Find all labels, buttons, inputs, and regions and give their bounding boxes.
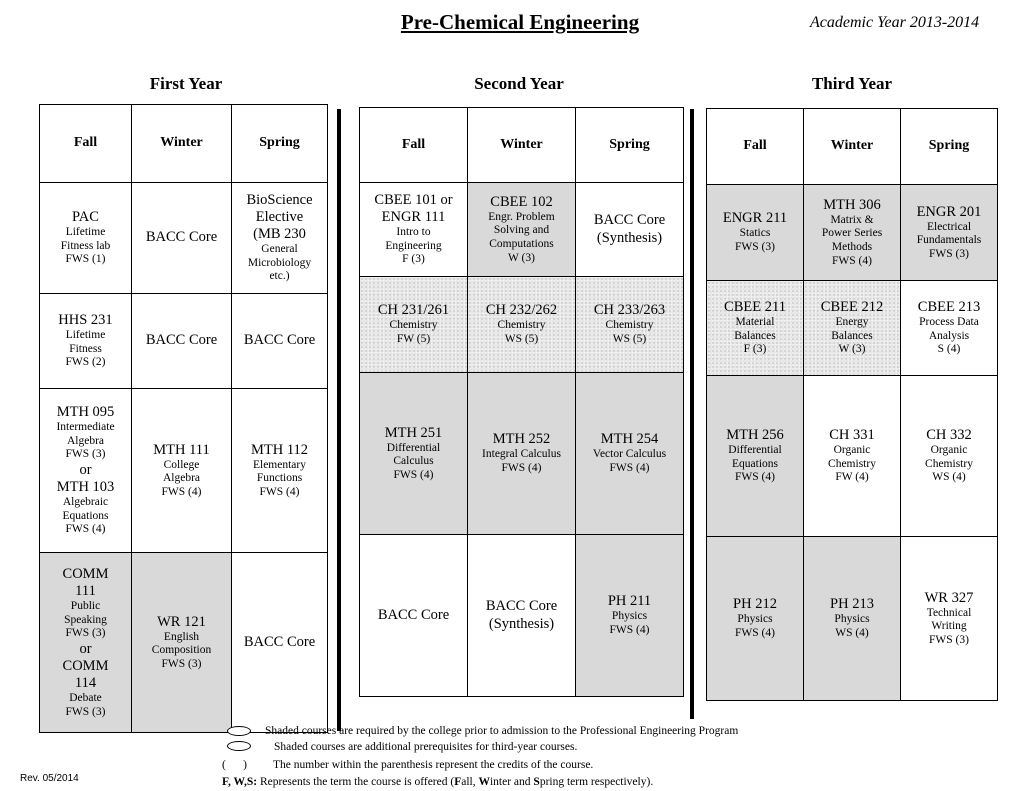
course-cell: [576, 277, 683, 373]
course-line: Algebra: [162, 472, 201, 485]
legend-fws: [222, 776, 653, 788]
course-cell: [40, 389, 132, 553]
course-line: Equations: [732, 457, 778, 470]
course-cell: [707, 281, 804, 376]
course-cell: [40, 183, 132, 294]
course-line: FWS (1): [65, 253, 106, 266]
course-line: Fitness lab: [60, 239, 111, 252]
course-line: CBEE 102: [490, 193, 553, 210]
course-line: BACC Core: [145, 229, 218, 246]
course-line: S (4): [937, 343, 961, 356]
course-cell: [360, 277, 468, 373]
course-line: Electrical: [926, 220, 972, 233]
course-line: COMM: [62, 657, 109, 674]
course-line: Analysis: [928, 329, 970, 342]
course-line: WR 121: [157, 613, 206, 630]
course-cell: [232, 389, 327, 553]
course-line: MTH 306: [823, 196, 881, 213]
course-line: FWS (4): [65, 523, 106, 536]
course-line: ENGR 201: [916, 203, 982, 220]
course-cell: [132, 183, 232, 294]
course-line: Writing: [931, 620, 967, 633]
course-line: W (3): [838, 343, 866, 356]
course-line: FWS (3): [65, 448, 106, 461]
course-line: FWS (4): [259, 485, 300, 498]
legend-fws-f: F: [454, 776, 462, 788]
course-line: BioScience: [246, 191, 313, 208]
course-line: English: [163, 630, 200, 643]
course-line: Engr. Problem: [488, 210, 555, 223]
course-line: Differential: [386, 441, 441, 454]
course-cell: [468, 535, 576, 696]
legend-oval-required-icon: [227, 726, 251, 736]
course-line: FWS (3): [65, 627, 106, 640]
course-cell: [360, 373, 468, 535]
course-line: Chemistry: [389, 319, 438, 332]
course-line: ENGR 111: [381, 209, 446, 226]
course-line: PAC: [72, 209, 99, 226]
course-line: FWS (3): [929, 633, 969, 646]
course-cell: [576, 373, 683, 535]
course-line: FW (4): [835, 471, 869, 484]
course-line: or: [79, 640, 92, 657]
course-line: MTH 256: [726, 427, 784, 444]
course-cell: [468, 277, 576, 373]
course-line: FWS (4): [393, 468, 434, 481]
course-line: Algebraic: [62, 496, 109, 509]
course-line: Methods: [831, 241, 873, 254]
legend-fws-w: W: [478, 776, 490, 788]
course-line: CBEE 213: [917, 299, 981, 316]
course-line: F (3): [402, 253, 425, 266]
course-line: Calculus: [393, 455, 434, 468]
course-line: Physics: [611, 610, 648, 623]
course-cell: [901, 376, 997, 537]
course-cell: [901, 185, 997, 281]
course-cell: [40, 294, 132, 389]
course-line: FWS (4): [832, 254, 872, 267]
term-header-fall: Fall: [40, 105, 132, 183]
course-line: Chemistry: [497, 319, 546, 332]
course-line: MTH 112: [250, 441, 309, 458]
course-cell: [804, 537, 901, 700]
legend-paren-text: The number within the parenthesis represent the credits of the course.: [273, 759, 594, 771]
course-line: CH 331: [829, 427, 875, 444]
course-line: Lifetime: [65, 329, 106, 342]
course-cell: [232, 553, 327, 732]
course-line: CBEE 211: [724, 299, 786, 316]
course-cell: [232, 183, 327, 294]
course-line: or: [79, 461, 92, 478]
course-line: CBEE 212: [820, 299, 884, 316]
term-header-spring: Spring: [901, 109, 997, 185]
course-cell: [707, 537, 804, 700]
term-header-spring: Spring: [576, 108, 683, 183]
course-line: BACC Core: [145, 332, 218, 349]
page-title: Pre-Chemical Engineering: [400, 10, 640, 34]
course-cell: [901, 537, 997, 700]
course-line: Computations: [489, 238, 554, 251]
course-line: Functions: [256, 472, 303, 485]
course-cell: [360, 183, 468, 277]
legend-fws-text-2: all,: [461, 776, 479, 788]
course-line: Fitness: [69, 342, 102, 355]
course-line: PH 213: [830, 596, 874, 613]
course-line: Organic: [930, 444, 968, 457]
course-line: CBEE 101 or: [374, 192, 453, 209]
legend-fws-symbol: F, W,S:: [222, 776, 258, 788]
course-line: PH 211: [607, 593, 652, 610]
course-line: Statics: [739, 227, 771, 240]
course-cell: [132, 294, 232, 389]
course-line: FWS (3): [929, 247, 969, 260]
course-line: FW (5): [396, 333, 431, 346]
course-line: Intermediate: [56, 421, 115, 434]
course-cell: [576, 535, 683, 696]
course-line: General: [261, 243, 298, 256]
year-heading-first: First Year: [149, 74, 223, 93]
legend-paren-symbol: ( ): [222, 759, 247, 771]
course-line: Balances: [734, 329, 776, 342]
course-line: Physics: [834, 613, 870, 626]
course-cell: [804, 185, 901, 281]
course-line: (Synthesis): [488, 615, 555, 632]
course-cell: [707, 185, 804, 281]
course-line: FWS (3): [65, 705, 106, 718]
course-line: PH 212: [733, 596, 777, 613]
course-line: Debate: [69, 692, 102, 705]
course-line: Differential: [728, 444, 782, 457]
course-cell: [576, 183, 683, 277]
term-header-winter: Winter: [132, 105, 232, 183]
course-line: CH 233/263: [593, 302, 666, 319]
course-line: Physics: [737, 613, 773, 626]
course-line: Integral Calculus: [482, 448, 561, 461]
course-line: Elementary: [252, 458, 306, 471]
course-line: CH 332: [926, 427, 972, 444]
course-line: MTH 252: [492, 431, 551, 448]
course-cell: [360, 535, 468, 696]
course-line: Matrix &: [830, 213, 874, 226]
course-line: CH 231/261: [377, 302, 450, 319]
course-line: 114: [74, 674, 97, 691]
course-line: WS (4): [835, 627, 869, 640]
course-line: FWS (4): [501, 462, 542, 475]
course-cell: [132, 389, 232, 553]
legend-fws-text-1: Represents the term the course is offered (: [259, 776, 455, 788]
course-line: F (3): [743, 343, 767, 356]
course-line: Chemistry: [605, 319, 654, 332]
term-header-fall: Fall: [360, 108, 468, 183]
course-line: Process Data: [919, 316, 979, 329]
term-header-winter: Winter: [804, 109, 901, 185]
course-line: FWS (3): [161, 657, 202, 670]
course-line: Elective: [255, 209, 304, 226]
course-line: MTH 254: [600, 431, 659, 448]
legend-fws-s: S: [533, 776, 540, 788]
course-line: Organic: [833, 444, 871, 457]
course-line: WS (5): [612, 333, 647, 346]
course-line: BACC Core: [593, 212, 666, 229]
course-line: Public: [70, 600, 101, 613]
course-line: Power Series: [821, 227, 883, 240]
course-line: Intro to: [396, 226, 431, 239]
course-line: Speaking: [64, 613, 107, 626]
course-line: BACC Core: [243, 633, 316, 650]
course-line: College: [163, 458, 200, 471]
course-cell: [468, 183, 576, 277]
course-line: etc.): [269, 270, 290, 283]
term-header-winter: Winter: [468, 108, 576, 183]
course-line: Fundamentals: [916, 234, 982, 247]
course-line: Chemistry: [828, 457, 876, 470]
legend-fws-text-3: inter and: [489, 776, 534, 788]
course-cell: [804, 281, 901, 376]
course-line: FWS (4): [609, 624, 650, 637]
course-line: WS (5): [504, 333, 539, 346]
course-cell: [901, 281, 997, 376]
course-line: BACC Core: [243, 332, 316, 349]
course-line: COMM: [62, 565, 109, 582]
course-line: FWS (4): [735, 471, 775, 484]
legend-shaded-prereq: Shaded courses are additional prerequisites for third-year courses.: [274, 741, 578, 753]
academic-year: Academic Year 2013-2014: [810, 14, 980, 31]
course-line: Composition: [151, 644, 212, 657]
course-line: FWS (4): [735, 627, 775, 640]
course-line: ENGR 211: [722, 210, 788, 227]
course-cell: [707, 376, 804, 537]
course-cell: [468, 373, 576, 535]
course-line: HHS 231: [58, 312, 113, 329]
course-line: FWS (2): [65, 356, 106, 369]
term-header-fall: Fall: [707, 109, 804, 185]
course-line: (Synthesis): [596, 229, 663, 246]
course-cell: [40, 553, 132, 732]
second-year-table: [359, 107, 684, 697]
legend-fws-text-4: pring term respectively).: [539, 776, 654, 788]
course-line: Algebra: [66, 434, 105, 447]
course-line: Solving and: [493, 224, 550, 237]
course-cell: [232, 294, 327, 389]
divider-line-right: [690, 109, 694, 719]
course-line: Microbiology: [247, 256, 312, 269]
course-line: Lifetime: [65, 226, 106, 239]
revision-date: Rev. 05/2014: [20, 773, 79, 784]
course-line: MTH 103: [56, 479, 115, 496]
course-line: MTH 251: [384, 424, 443, 441]
divider-line-left: [337, 109, 341, 731]
course-line: Chemistry: [925, 457, 973, 470]
first-year-table: [39, 104, 328, 733]
course-line: WR 327: [924, 589, 974, 606]
year-heading-second: Second Year: [474, 74, 564, 93]
course-line: FWS (3): [735, 241, 775, 254]
course-line: Balances: [831, 329, 873, 342]
course-line: Energy: [835, 316, 869, 329]
course-line: Technical: [926, 606, 972, 619]
course-line: WS (4): [932, 471, 966, 484]
course-line: (MB 230: [253, 226, 306, 243]
course-line: Engineering: [385, 239, 442, 252]
course-line: CH 232/262: [485, 302, 558, 319]
term-header-spring: Spring: [232, 105, 327, 183]
course-line: FWS (4): [161, 485, 202, 498]
course-line: BACC Core: [377, 606, 450, 623]
legend-oval-prereq-icon: [227, 741, 251, 751]
year-heading-third: Third Year: [811, 74, 893, 93]
course-line: 111: [75, 582, 96, 599]
course-line: FWS (4): [609, 462, 650, 475]
course-line: BACC Core: [485, 598, 558, 615]
legend-shaded-required: Shaded courses are required by the college prior to admission to the Professional Engineering Program: [265, 725, 739, 737]
course-line: Equations: [62, 509, 109, 522]
course-line: W (3): [508, 251, 535, 264]
third-year-table: [706, 108, 998, 701]
course-cell: [132, 553, 232, 732]
course-cell: [804, 376, 901, 537]
course-line: Vector Calculus: [592, 448, 667, 461]
course-line: Material: [735, 316, 775, 329]
course-line: MTH 095: [56, 404, 115, 421]
course-line: MTH 111: [153, 441, 210, 458]
